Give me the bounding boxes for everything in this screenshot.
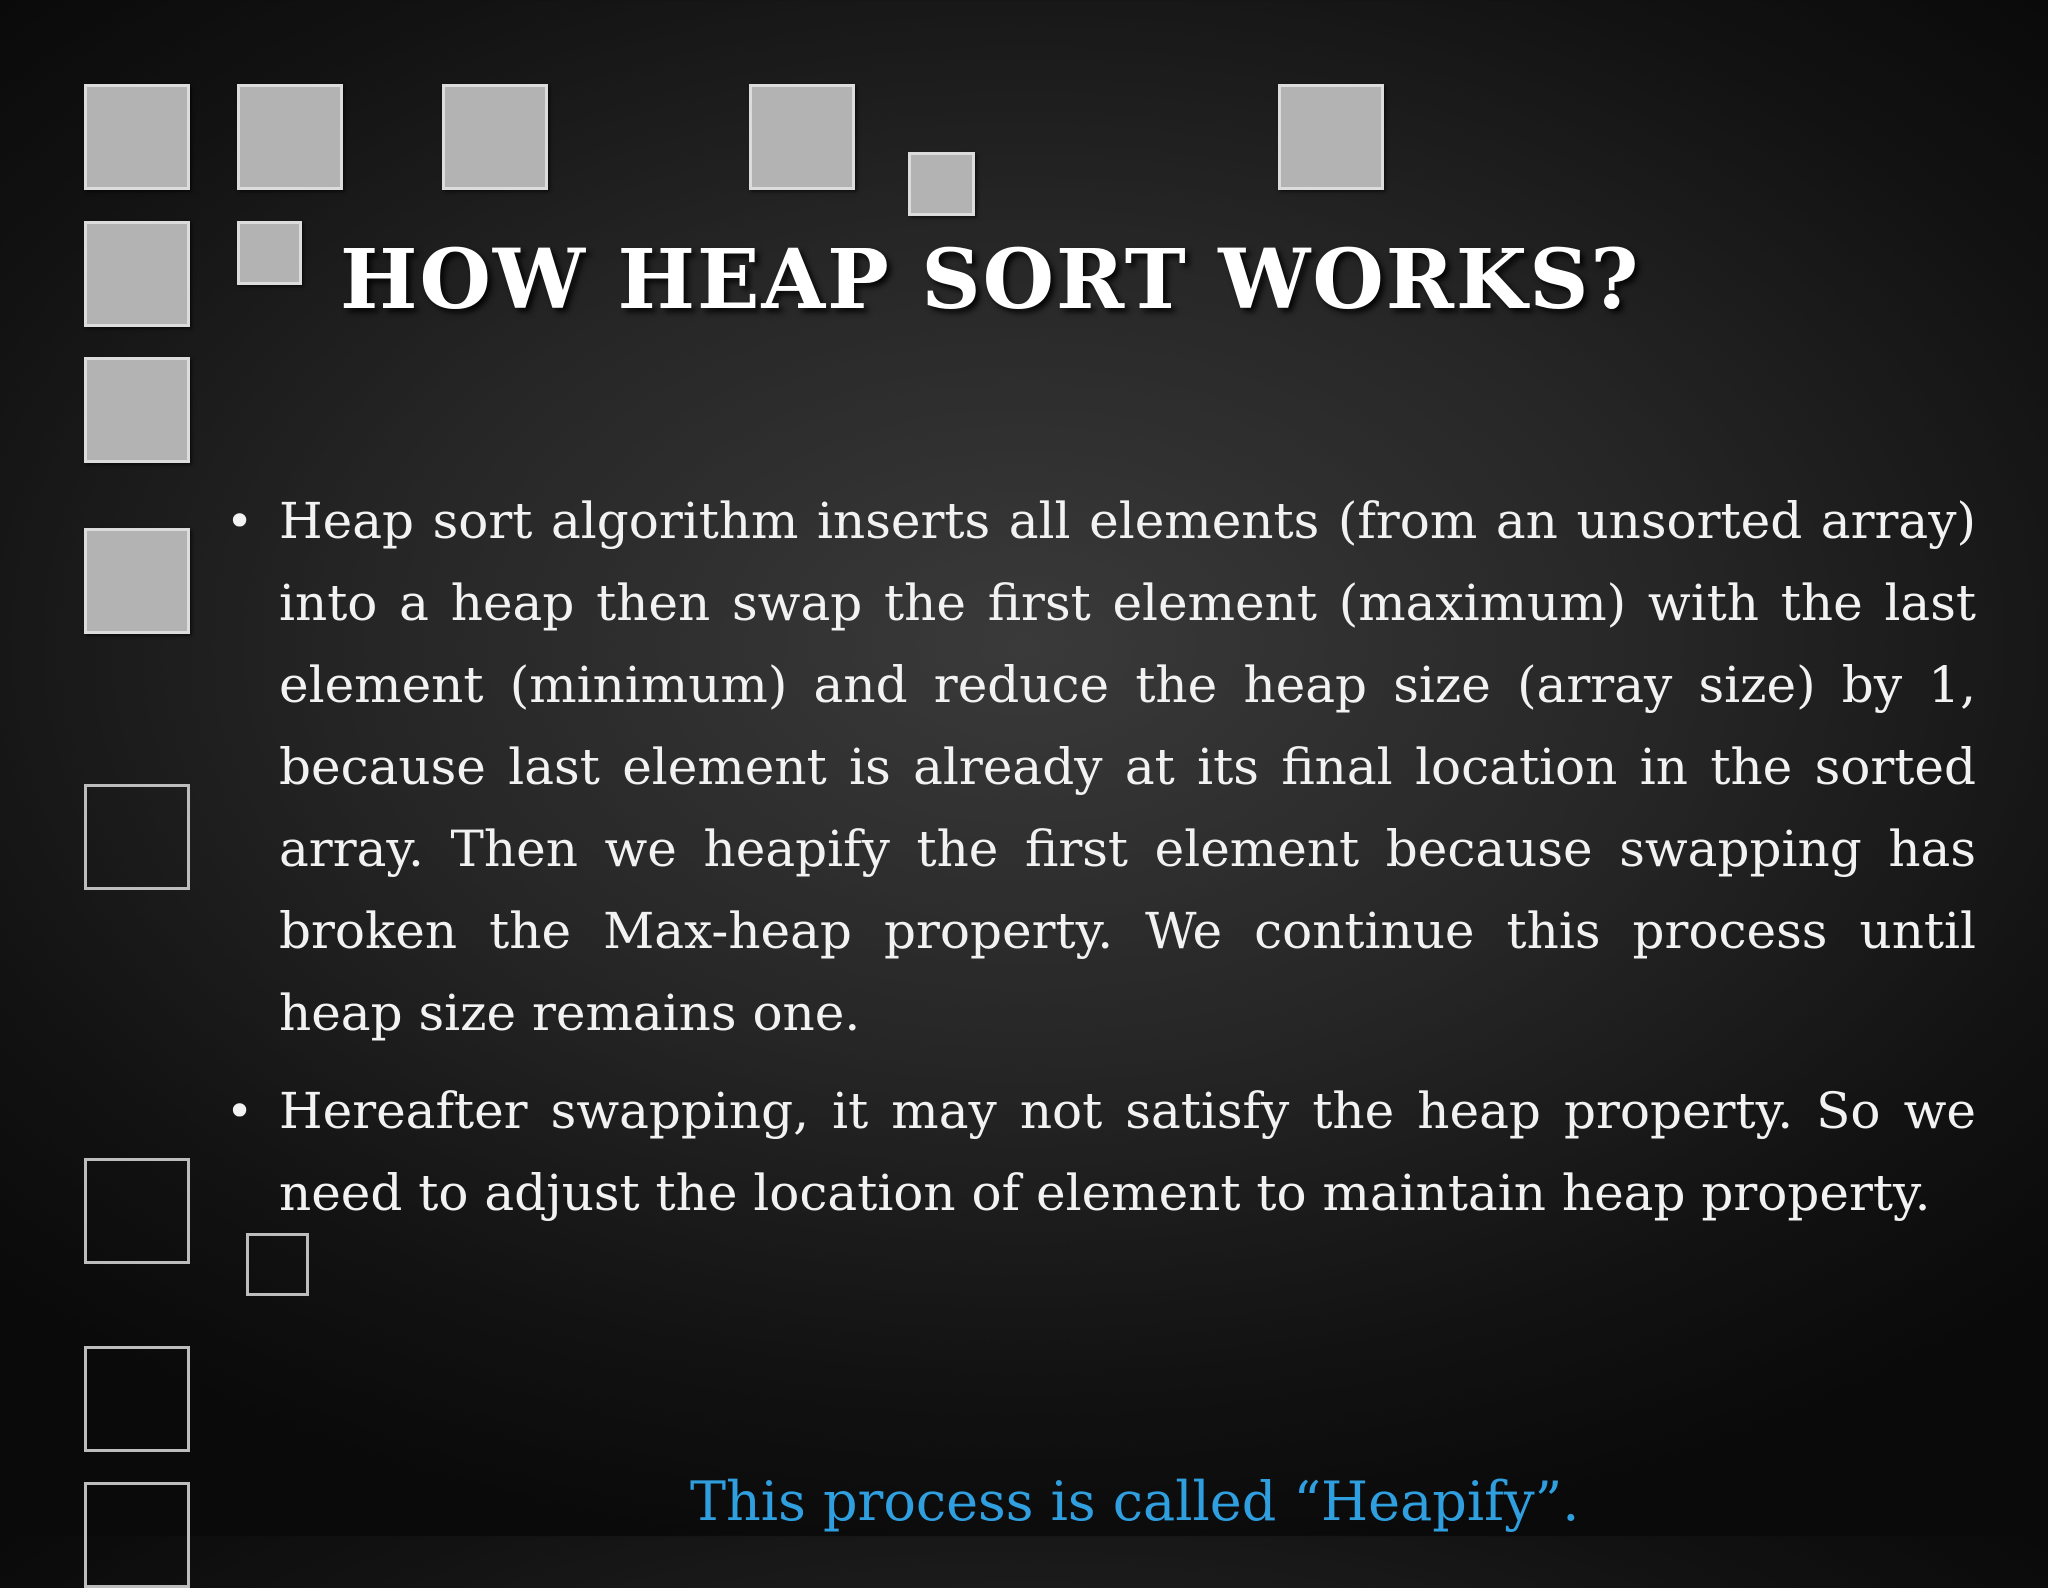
- decor-square: [84, 221, 190, 327]
- decor-square-outline: [84, 1346, 190, 1452]
- decor-square: [442, 84, 548, 190]
- decor-square: [237, 221, 302, 285]
- decor-square: [749, 84, 855, 190]
- decor-square-outline: [84, 1158, 190, 1264]
- decor-square: [908, 152, 975, 216]
- decor-square: [84, 357, 190, 463]
- bullet-list: [226, 480, 1976, 1250]
- heapify-note: This process is called “Heapify”.: [690, 1470, 1580, 1533]
- bullet-icon: •: [226, 1084, 254, 1138]
- decor-square: [84, 528, 190, 634]
- decor-square-outline: [84, 1482, 190, 1588]
- decor-square: [237, 84, 343, 190]
- decor-square-outline: [84, 784, 190, 890]
- bullet-icon: •: [226, 494, 254, 548]
- decor-square: [84, 84, 190, 190]
- bullet-text: Heap sort algorithm inserts all elements (from an unsorted array) into a heap then swap the first element (maximum) with the last element (minimum) and reduce the heap size (array size) by 1, because last element is already at its final location in the sorted array. Then we heapify the first element because swapping has broken the Max-heap property. We continue this process until heap size remains one.: [279, 492, 1976, 1042]
- bullet-text: Hereafter swapping, it may not satisfy the heap property. So we need to adjust the location of element to maintain heap property.: [279, 1082, 1976, 1222]
- slide-title: HOW HEAP SORT WORKS?: [340, 232, 1641, 328]
- bullet-item: [226, 1070, 1976, 1234]
- decor-square: [1278, 84, 1384, 190]
- bullet-item: [226, 480, 1976, 1054]
